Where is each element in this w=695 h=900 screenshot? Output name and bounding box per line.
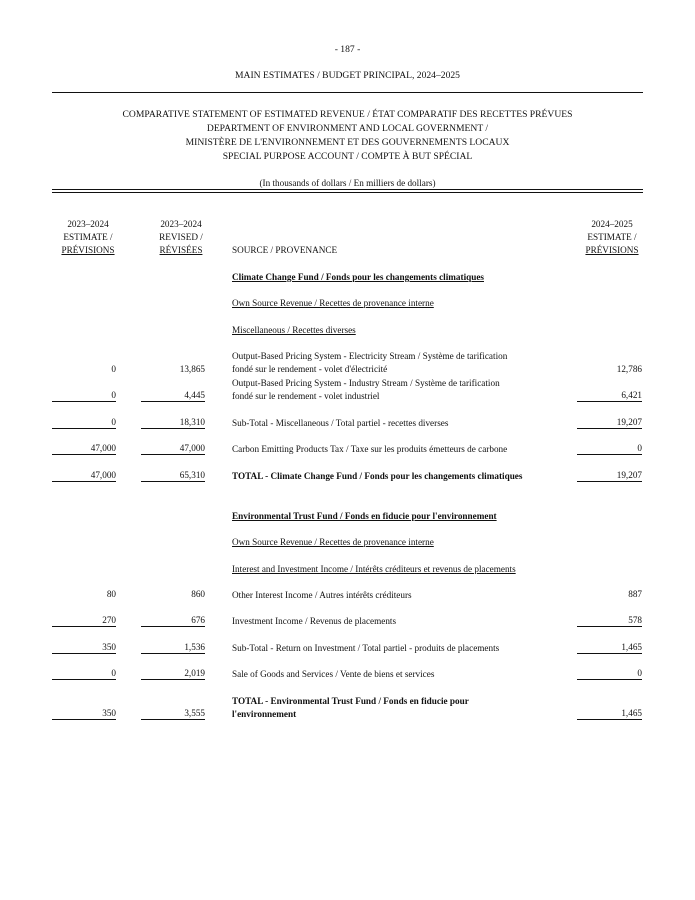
row-label-subtotal-misc: Sub-Total - Miscellaneous / Total partiel - recettes diverses (232, 418, 449, 428)
running-title: MAIN ESTIMATES / BUDGET PRINCIPAL, 2024–2025 (235, 70, 460, 81)
row-label-obps-industry: Output-Based Pricing System - Industry Stream / Système de tarification fondé sur le rendement - volet industriel (232, 378, 500, 401)
value-estimate-new: 19,207 (577, 417, 642, 429)
row-label-investment-income: Investment Income / Revenus de placements (232, 616, 397, 626)
value-estimate: 270 (52, 615, 116, 627)
value-estimate-new: 12,786 (616, 364, 642, 374)
value-estimate-new: 6,421 (577, 390, 642, 402)
value-estimate: 0 (52, 390, 116, 402)
section-title-climate-change-fund: Climate Change Fund / Fonds pour les changements climatiques (232, 272, 484, 282)
value-estimate: 80 (106, 589, 116, 599)
col-source-heading: SOURCE / PROVENANCE (232, 245, 338, 255)
row-label-other-interest: Other Interest Income / Autres intérêts créditeurs (232, 590, 412, 600)
value-estimate: 0 (52, 668, 116, 680)
value-estimate: 47,000 (52, 443, 116, 455)
col-estimate-2023-heading: 2023–2024 ESTIMATE / PRÉVISIONS (61, 219, 115, 255)
value-estimate: 350 (52, 642, 116, 654)
value-estimate-new: 19,207 (577, 470, 642, 482)
row-label-subtotal-roi: Sub-Total - Return on Investment / Total partiel - produits de placements (232, 643, 500, 653)
col-estimate-2024-heading: 2024–2025 ESTIMATE / PRÉVISIONS (585, 219, 639, 255)
value-revised: 3,555 (141, 708, 205, 720)
row-label-total-environmental-trust-fund: TOTAL - Environmental Trust Fund / Fonds en fiducie pour l'environnement (232, 696, 469, 719)
value-revised: 47,000 (141, 443, 205, 455)
row-label-obps-electricity: Output-Based Pricing System - Electricity Stream / Système de tarification fondé sur le rendement - volet d'électricité (232, 351, 508, 374)
value-estimate-new: 887 (628, 589, 642, 599)
value-revised: 65,310 (141, 470, 205, 482)
row-label-sale-of-goods: Sale of Goods and Services / Vente de biens et services (232, 669, 435, 679)
row-label-total-climate-change-fund: TOTAL - Climate Change Fund / Fonds pour les changements climatiques (232, 471, 523, 481)
value-revised: 18,310 (141, 417, 205, 429)
double-rule-bottom (52, 192, 643, 193)
value-estimate: 47,000 (52, 470, 116, 482)
value-estimate: 350 (52, 708, 116, 720)
value-revised: 2,019 (141, 668, 205, 680)
value-revised: 13,865 (179, 364, 205, 374)
statement-title: COMPARATIVE STATEMENT OF ESTIMATED REVENUE / ÉTAT COMPARATIF DES RECETTES PRÉVUES (122, 109, 573, 120)
value-estimate-new: 1,465 (577, 708, 642, 720)
double-rule-top (52, 189, 643, 190)
account-type: SPECIAL PURPOSE ACCOUNT / COMPTE À BUT SPÉCIAL (222, 151, 473, 162)
department-name-fr: MINISTÈRE DE L'ENVIRONNEMENT ET DES GOUVERNEMENTS LOCAUX (185, 137, 510, 148)
header-rule (52, 92, 643, 93)
category-interest-investment: Interest and Investment Income / Intérêts créditeurs et revenus de placements (232, 564, 516, 574)
department-name-en: DEPARTMENT OF ENVIRONMENT AND LOCAL GOVERNMENT / (206, 123, 489, 134)
value-revised: 4,445 (141, 390, 205, 402)
section-subtitle-own-source: Own Source Revenue / Recettes de provenance interne (232, 537, 434, 547)
page-number: - 187 - (334, 44, 361, 55)
category-miscellaneous: Miscellaneous / Recettes diverses (232, 325, 356, 335)
value-estimate-new: 0 (577, 443, 642, 455)
value-revised: 676 (141, 615, 205, 627)
value-estimate: 0 (111, 364, 116, 374)
row-label-carbon-tax: Carbon Emitting Products Tax / Taxe sur les produits émetteurs de carbone (232, 444, 508, 454)
units-note: (In thousands of dollars / En milliers de dollars) (259, 178, 436, 188)
value-revised: 860 (191, 589, 205, 599)
value-estimate-new: 0 (577, 668, 642, 680)
value-estimate: 0 (52, 417, 116, 429)
col-revised-2023-heading: 2023–2024 REVISED / RÉVISÉES (159, 219, 203, 255)
section-title-environmental-trust-fund: Environmental Trust Fund / Fonds en fiducie pour l'environnement (232, 511, 497, 521)
section-subtitle-own-source: Own Source Revenue / Recettes de provenance interne (232, 298, 434, 308)
value-revised: 1,536 (141, 642, 205, 654)
value-estimate-new: 578 (577, 615, 642, 627)
value-estimate-new: 1,465 (577, 642, 642, 654)
